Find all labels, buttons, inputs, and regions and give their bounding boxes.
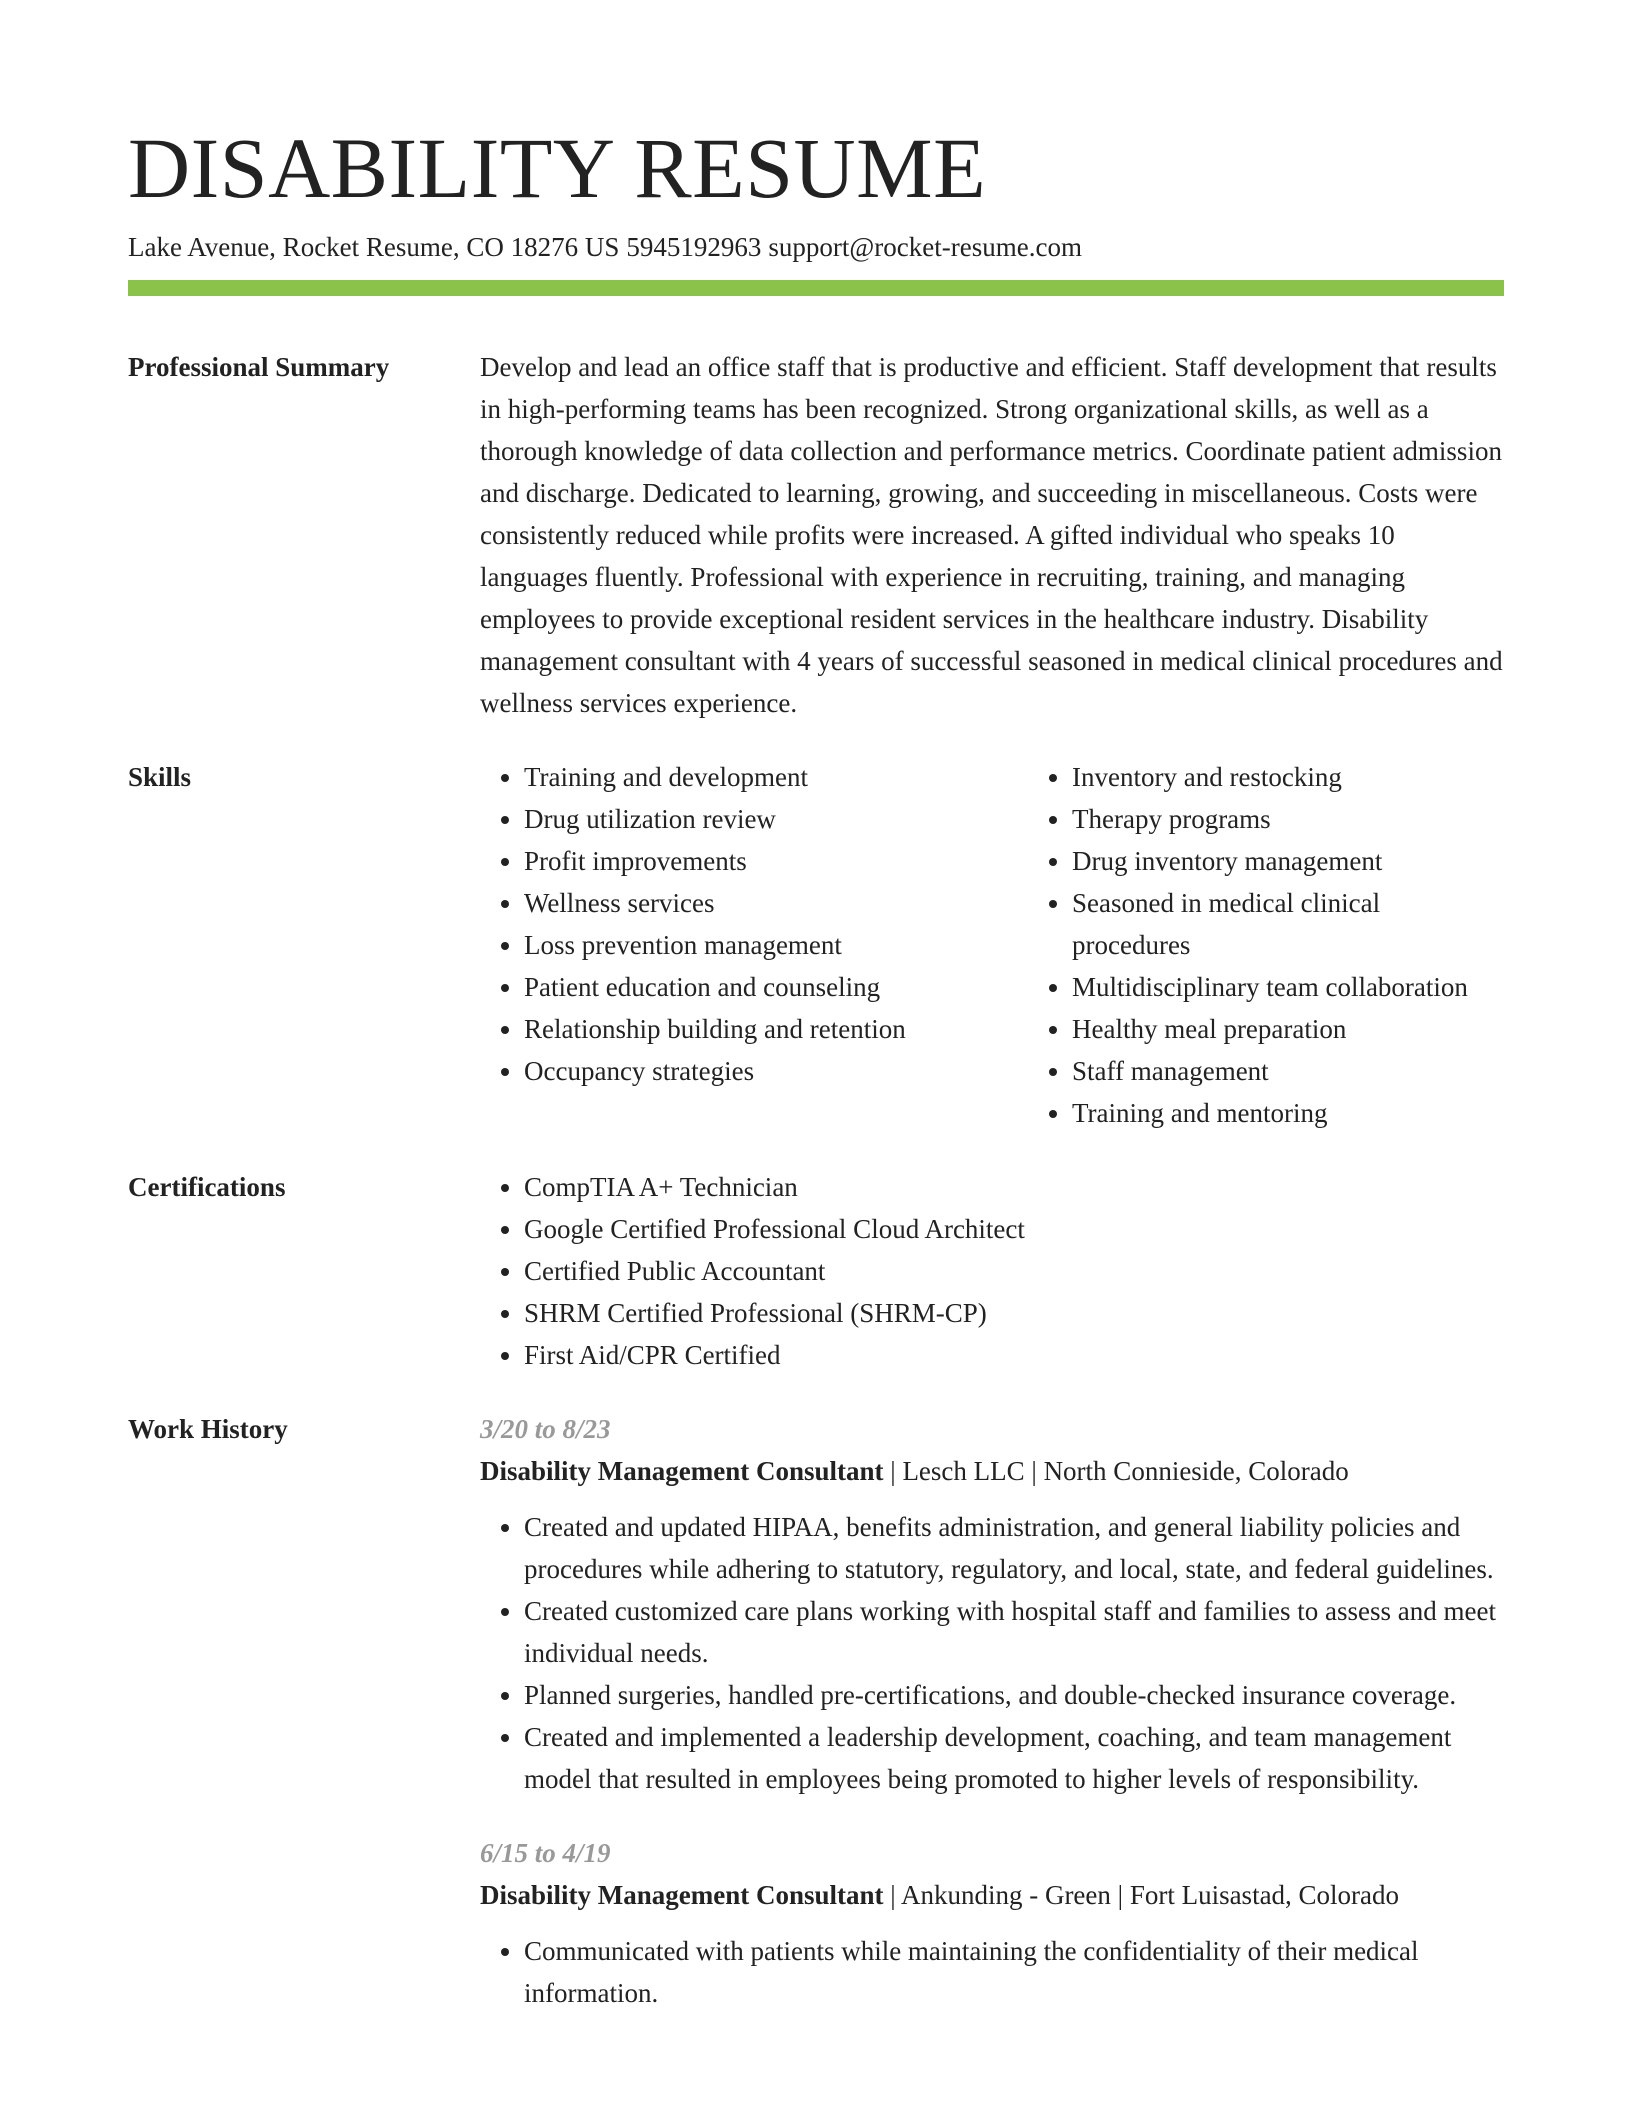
job-duty: • Created and implemented a leadership development, coaching, and team management model that resulted in employees being promoted to higher levels of responsibility. xyxy=(524,1716,1504,1800)
skill-item: • Training and development xyxy=(524,756,984,798)
summary-section xyxy=(128,346,1504,724)
job-heading xyxy=(480,1450,1504,1492)
job-entry xyxy=(480,1408,1504,1800)
job-separator: | xyxy=(890,1880,896,1910)
job-duty: • Planned surgeries, handled pre-certifications, and double-checked insurance coverage. xyxy=(524,1674,1504,1716)
skill-item: • Staff management xyxy=(1072,1050,1504,1092)
job-duties-list xyxy=(480,1506,1504,1800)
job-title: Disability Management Consultant xyxy=(480,1880,884,1910)
skills-list-left xyxy=(480,756,984,1134)
contact-line xyxy=(128,228,1504,266)
certification-item: • Certified Public Accountant xyxy=(524,1250,1504,1292)
job-separator: | xyxy=(1117,1880,1124,1910)
job-duty: • Communicated with patients while maintaining the confidentiality of their medical information. xyxy=(524,1930,1504,2014)
skill-item: • Wellness services xyxy=(524,882,984,924)
summary-heading: Professional Summary xyxy=(128,352,390,382)
certification-item: • SHRM Certified Professional (SHRM-CP) xyxy=(524,1292,1504,1334)
skill-item: • Inventory and restocking xyxy=(1072,756,1504,798)
certifications-list xyxy=(480,1166,1504,1376)
work-history-heading: Work History xyxy=(128,1414,288,1444)
job-separator: | xyxy=(1031,1456,1037,1486)
skill-item: • Drug inventory management xyxy=(1072,840,1504,882)
resume-title: DISABILITY RESUME xyxy=(128,120,987,216)
job-company: Lesch LLC xyxy=(902,1456,1025,1486)
skill-item: • Occupancy strategies xyxy=(524,1050,984,1092)
skill-item: • Therapy programs xyxy=(1072,798,1504,840)
certification-item: • First Aid/CPR Certified xyxy=(524,1334,1504,1376)
skill-item: • Healthy meal preparation xyxy=(1072,1008,1504,1050)
job-location: North Connieside, Colorado xyxy=(1043,1456,1349,1486)
resume-page xyxy=(128,118,1504,2078)
skill-item: • Patient education and counseling xyxy=(524,966,984,1008)
skill-item: • Drug utilization review xyxy=(524,798,984,840)
skill-item: • Relationship building and retention xyxy=(524,1008,984,1050)
job-dates: 3/20 to 8/23 xyxy=(480,1414,611,1444)
job-duty: • Created and updated HIPAA, benefits administration, and general liability policies and procedures while adhering to statutory, regulatory, and local, state, and federal guidelines. xyxy=(524,1506,1504,1590)
contact-phone: 5945192963 xyxy=(626,232,762,262)
certification-item: • CompTIA A+ Technician xyxy=(524,1166,1504,1208)
job-dates: 6/15 to 4/19 xyxy=(480,1838,611,1868)
job-separator: | xyxy=(890,1456,896,1486)
skills-section xyxy=(128,756,1504,1134)
skills-list-right xyxy=(1028,756,1504,1134)
certifications-heading: Certifications xyxy=(128,1172,286,1202)
summary-text: Develop and lead an office staff that is productive and efficient. Staff development that results in high-performing teams has been recognized. Strong organizational skills, as well as a thorough knowledge of data collection and performance metrics. Coordinate patient admission and discharge. Dedicated to learning, growing, and succeeding in miscellaneous. Costs were consistently reduced while profits were increased. A gifted individual who speaks 10 languages fluently. Professional with experience in recruiting, training, and managing employees to provide exceptional resident services in the healthcare industry. Disability management consultant with 4 years of successful seasoned in medical clinical procedures and wellness services experience. xyxy=(480,352,1503,718)
job-entry xyxy=(480,1832,1504,2014)
skill-item: • Profit improvements xyxy=(524,840,984,882)
skill-item: • Seasoned in medical clinical procedures xyxy=(1072,882,1504,966)
certifications-section xyxy=(128,1166,1504,1376)
header-divider xyxy=(128,280,1504,296)
job-duties-list xyxy=(480,1930,1504,2014)
job-title: Disability Management Consultant xyxy=(480,1456,884,1486)
job-heading xyxy=(480,1874,1504,1916)
certification-item: • Google Certified Professional Cloud Architect xyxy=(524,1208,1504,1250)
skill-item: • Multidisciplinary team collaboration xyxy=(1072,966,1504,1008)
skills-heading: Skills xyxy=(128,762,192,792)
work-history-section xyxy=(128,1408,1504,2046)
job-company: Ankunding - Green xyxy=(900,1880,1111,1910)
contact-email[interactable]: support@rocket-resume.com xyxy=(768,232,1082,262)
job-location: Fort Luisastad, Colorado xyxy=(1129,1880,1400,1910)
contact-address: Lake Avenue, Rocket Resume, CO 18276 US xyxy=(128,232,620,262)
skill-item: • Training and mentoring xyxy=(1072,1092,1504,1134)
skill-item: • Loss prevention management xyxy=(524,924,984,966)
job-duty: • Created customized care plans working with hospital staff and families to assess and meet individual needs. xyxy=(524,1590,1504,1674)
